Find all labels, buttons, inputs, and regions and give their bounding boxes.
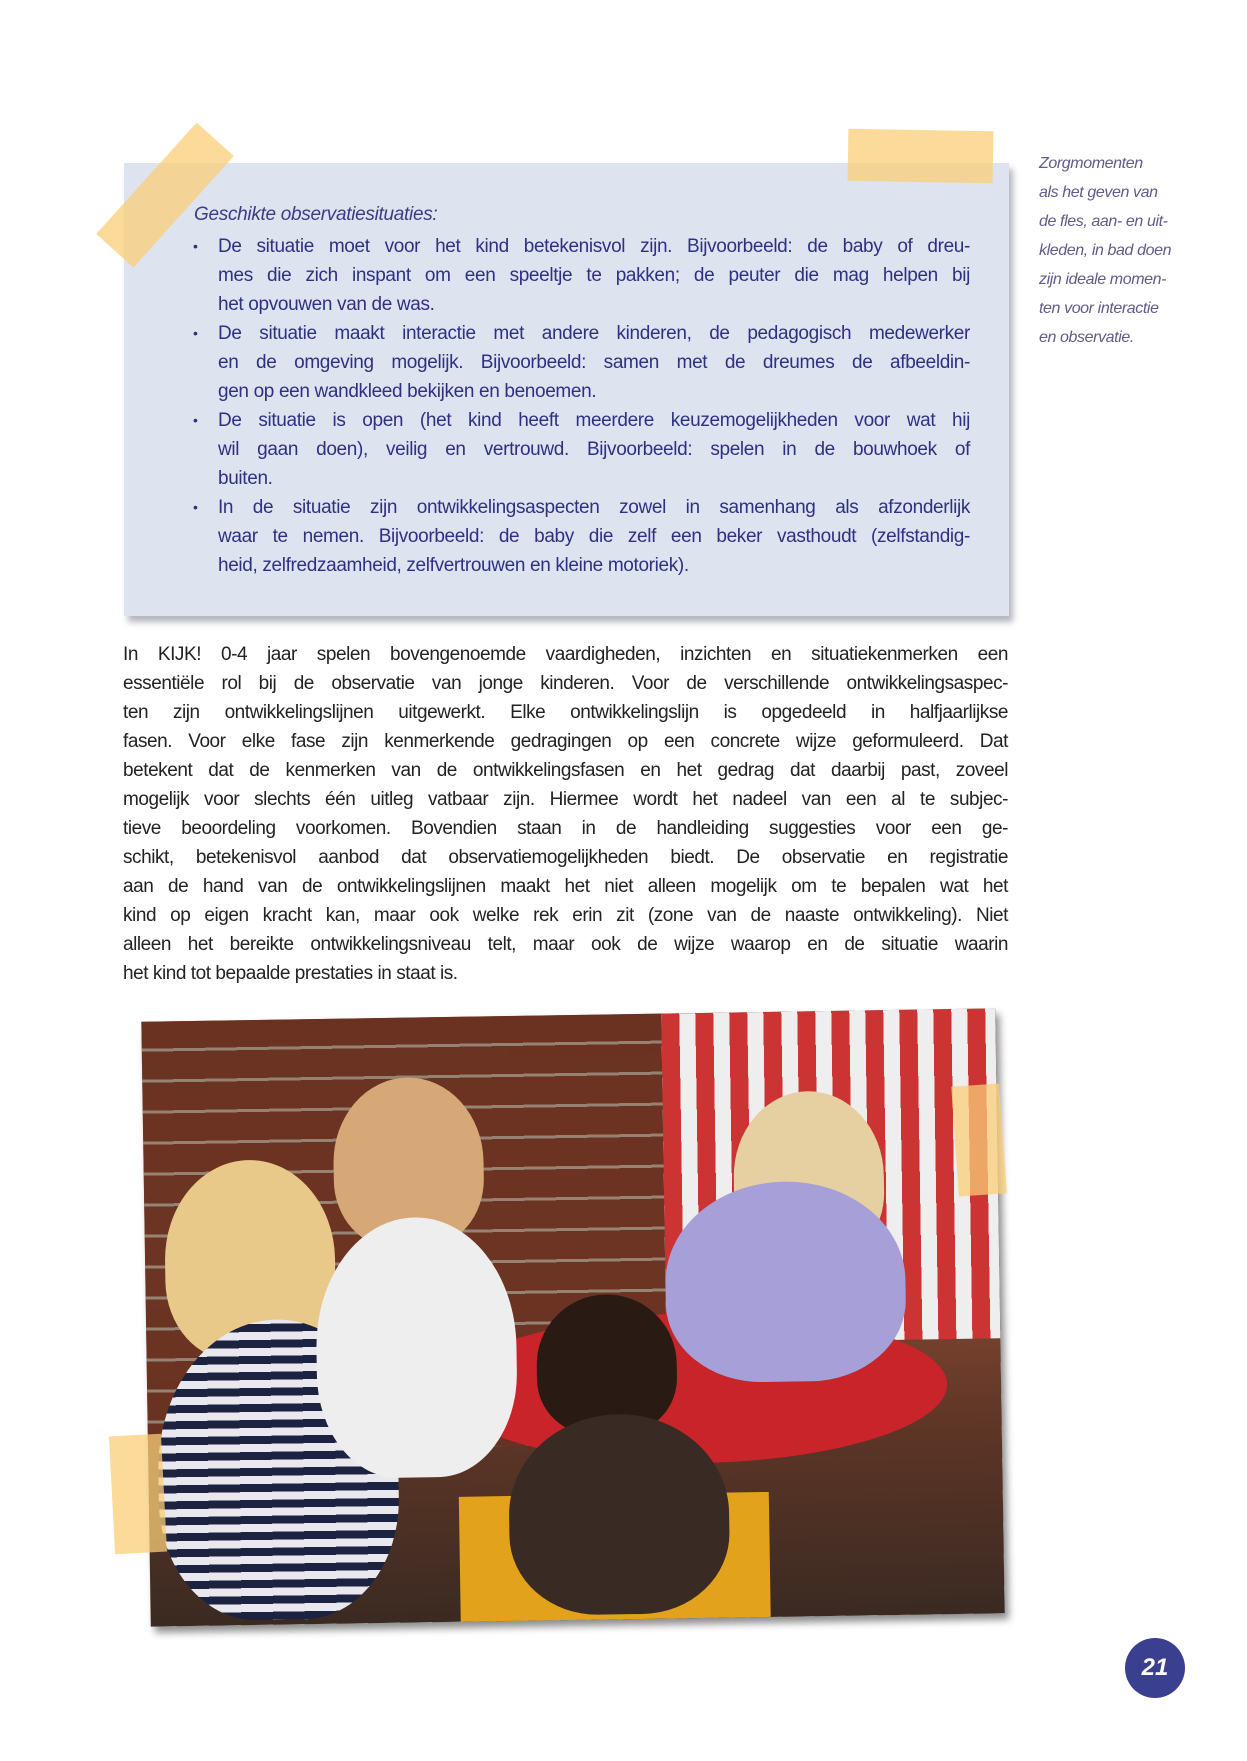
bullet-icon: • [193, 499, 198, 515]
tape-decoration [109, 1434, 167, 1555]
text-line: en observatie. [1039, 329, 1134, 346]
text-line: Zorgmomenten [1039, 155, 1143, 172]
text-line: waar te nemen. Bijvoorbeeld: de baby die zelf een beker vasthoudt (zelfstandig- [218, 526, 970, 547]
text-line: fasen. Voor elke fase zijn kenmerkende gedragingen op een concrete wijze geformuleerd. Dat [123, 731, 1008, 752]
text-line: gen op een wandkleed bekijken en benoemen. [218, 381, 597, 402]
bullet-icon: • [193, 412, 198, 428]
text-line: De situatie maakt interactie met andere kinderen, de pedagogisch medewerker [218, 323, 970, 344]
situations-list [190, 232, 970, 580]
page-number: 21 [1125, 1638, 1185, 1698]
text-line: In KIJK! 0-4 jaar spelen bovengenoemde vaardigheden, inzichten en situatiekenmerken een [123, 644, 1008, 665]
text-line: en de omgeving mogelijk. Bijvoorbeeld: samen met de dreumes de afbeeldin- [218, 352, 970, 373]
text-line: alleen het bereikte ontwikkelingsniveau telt, maar ook de wijze waarop en de situatie waarin [123, 934, 1008, 955]
side-note [1039, 149, 1199, 352]
list-item [190, 319, 970, 406]
text-line: mes die zich inspant om een speeltje te pakken; de peuter die mag helpen bij [218, 265, 970, 286]
text-line: De situatie is open (het kind heeft meerdere keuzemogelijkheden voor wat hij [218, 410, 970, 431]
body-paragraph [123, 640, 1008, 988]
text-line: kind op eigen kracht kan, maar ook welke rek erin zit (zone van de naaste ontwikkeling). Niet [123, 905, 1008, 926]
text-line: de fles, aan- en uit- [1039, 213, 1168, 230]
text-line: ten voor interactie [1039, 300, 1159, 317]
text-line: ten zijn ontwikkelingslijnen uitgewerkt. Elke ontwikkelingslijn is opgedeeld in halfjaarlijkse [123, 702, 1008, 723]
text-line: kleden, in bad doen [1039, 242, 1172, 259]
text-line: tieve beoordeling voorkomen. Bovendien staan in de handleiding suggesties voor een ge- [123, 818, 1008, 839]
children-at-table-photo [141, 1008, 1004, 1626]
text-line: als het geven van [1039, 184, 1158, 201]
bullet-icon: • [193, 238, 198, 254]
text-line: het opvouwen van de was. [218, 294, 435, 315]
text-line: wil gaan doen), veilig en vertrouwd. Bijvoorbeeld: spelen in de bouwhoek of [218, 439, 970, 460]
text-line: essentiële rol bij de observatie van jonge kinderen. Voor de verschillende ontwikkelingsaspec- [123, 673, 1008, 694]
text-line: De situatie moet voor het kind betekenisvol zijn. Bijvoorbeeld: de baby of dreu- [218, 236, 970, 257]
box-title: Geschikte observatiesituaties: [194, 204, 438, 225]
tape-decoration [951, 1083, 1007, 1196]
tape-decoration [848, 129, 994, 184]
text-line: zijn ideale momen- [1039, 271, 1167, 288]
text-line: buiten. [218, 468, 273, 489]
text-line: mogelijk voor slechts één uitleg vatbaar zijn. Hiermee wordt het nadeel van een al te subjec- [123, 789, 1008, 810]
text-line: schikt, betekenisvol aanbod dat observatiemogelijkheden biedt. De observatie en registratie [123, 847, 1008, 868]
list-item [190, 232, 970, 319]
text-line: heid, zelfredzaamheid, zelfvertrouwen en kleine motoriek). [218, 555, 689, 576]
list-item [190, 406, 970, 493]
text-line: het kind tot bepaalde prestaties in staat is. [123, 963, 458, 984]
text-line: betekent dat de kenmerken van de ontwikkelingsfasen en het gedrag dat daarbij past, zoveel [123, 760, 1008, 781]
text-line: aan de hand van de ontwikkelingslijnen maakt het niet alleen mogelijk om te bepalen wat het [123, 876, 1008, 897]
bullet-icon: • [193, 325, 198, 341]
text-line: In de situatie zijn ontwikkelingsaspecten zowel in samenhang als afzonderlijk [218, 497, 970, 518]
list-item [190, 493, 970, 580]
